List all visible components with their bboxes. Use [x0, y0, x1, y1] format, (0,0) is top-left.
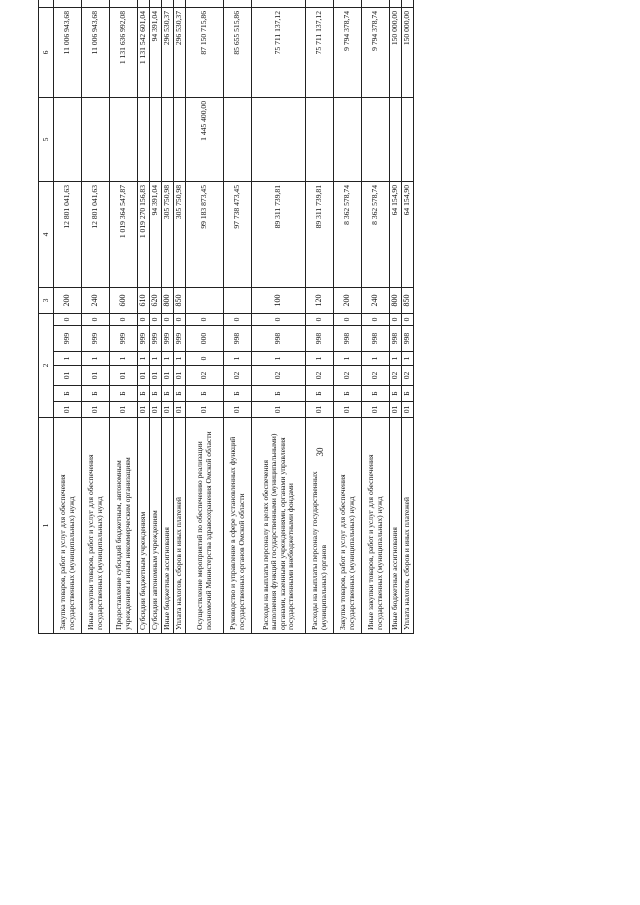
kbk-code-4: 1: [150, 352, 162, 366]
table-canvas: [38, 0, 636, 634]
kbk-code-6: 0: [110, 313, 138, 325]
amount-col-6: [334, 97, 362, 181]
kbk-code-1: 01: [82, 402, 110, 418]
kbk-code-5: 999: [110, 326, 138, 352]
kbk-code-1: 01: [362, 402, 390, 418]
kbk-code-6: 0: [334, 313, 362, 325]
kbk-code-3: 02: [224, 366, 252, 386]
kbk-code-3: 01: [150, 366, 162, 386]
kbk-code-3: 01: [54, 366, 82, 386]
kbk-code-2: Б: [82, 386, 110, 402]
amount-col-6: [150, 97, 162, 181]
amount-col-6: [82, 97, 110, 181]
vr-code: 100: [252, 287, 306, 313]
amount-col-6: [110, 97, 138, 181]
amount-col-7: 11 006 943,68: [54, 7, 82, 97]
kbk-code-6: 0: [54, 313, 82, 325]
kbk-code-4: 1: [362, 352, 390, 366]
amount-col-8: [82, 0, 110, 7]
kbk-code-5: 998: [252, 326, 306, 352]
kbk-code-6: 0: [362, 313, 390, 325]
kbk-code-4: 1: [162, 352, 174, 366]
table-row: [186, 0, 224, 634]
row-name: Субсидии автономным учреждениям: [150, 418, 162, 634]
amount-col-8: [174, 0, 186, 7]
table-row: [150, 0, 162, 634]
header-row: [39, 0, 54, 634]
kbk-code-4: 1: [334, 352, 362, 366]
amount-col-6: [252, 97, 306, 181]
kbk-code-1: 01: [306, 402, 334, 418]
amount-col-6: [402, 97, 414, 181]
kbk-code-1: 01: [138, 402, 150, 418]
amount-col-6: 1 445 400,00: [186, 97, 224, 181]
kbk-code-1: 01: [402, 402, 414, 418]
kbk-code-2: Б: [138, 386, 150, 402]
row-name: Иные закупки товаров, работ и услуг для обеспечения государственных (муниципальных) нужд: [362, 418, 390, 634]
header-cell-2: 2: [39, 313, 54, 417]
table-row: [138, 0, 150, 634]
kbk-code-1: 01: [174, 402, 186, 418]
amount-col-5: 64 154,90: [402, 181, 414, 287]
kbk-code-4: 1: [252, 352, 306, 366]
kbk-code-5: 999: [174, 326, 186, 352]
kbk-code-2: Б: [252, 386, 306, 402]
kbk-code-1: 01: [110, 402, 138, 418]
kbk-code-2: Б: [150, 386, 162, 402]
table-row: [224, 0, 252, 634]
amount-col-5: 8 362 578,74: [334, 181, 362, 287]
kbk-code-4: 1: [174, 352, 186, 366]
row-name: Иные бюджетные ассигнования: [162, 418, 174, 634]
table-row: [402, 0, 414, 634]
table-row: [334, 0, 362, 634]
amount-col-6: [390, 97, 402, 181]
header-cell-5: 5: [39, 97, 54, 181]
kbk-code-3: 01: [162, 366, 174, 386]
kbk-code-5: 999: [54, 326, 82, 352]
kbk-code-5: 998: [224, 326, 252, 352]
vr-code: 800: [390, 287, 402, 313]
amount-col-6: [224, 97, 252, 181]
kbk-code-6: 0: [252, 313, 306, 325]
kbk-code-2: Б: [390, 386, 402, 402]
table-row: [390, 0, 402, 634]
row-name: Предоставление субсидий бюджетным, автономным учреждениям и иным некоммерческим организациям: [110, 418, 138, 634]
kbk-code-3: 01: [82, 366, 110, 386]
header-cell-3: 3: [39, 287, 54, 313]
amount-col-7: 87 150 715,86: [186, 7, 224, 97]
amount-col-8: [390, 0, 402, 7]
amount-col-8: [334, 0, 362, 7]
kbk-code-3: 02: [186, 366, 224, 386]
row-name: Закупка товаров, работ и услуг для обеспечения государственных (муниципальных) нужд: [54, 418, 82, 634]
kbk-code-2: Б: [402, 386, 414, 402]
amount-col-7: 85 655 515,86: [224, 7, 252, 97]
kbk-code-3: 02: [334, 366, 362, 386]
kbk-code-3: 02: [390, 366, 402, 386]
kbk-code-4: 1: [402, 352, 414, 366]
amount-col-7: 9 794 378,74: [334, 7, 362, 97]
vr-code: 120: [306, 287, 334, 313]
table-row: [162, 0, 174, 634]
amount-col-7: 75 711 137,12: [252, 7, 306, 97]
kbk-code-2: Б: [362, 386, 390, 402]
row-name: Субсидии бюджетным учреждениям: [138, 418, 150, 634]
vr-code: 850: [402, 287, 414, 313]
kbk-code-6: 0: [402, 313, 414, 325]
amount-col-5: 12 801 041,63: [54, 181, 82, 287]
kbk-code-2: Б: [224, 386, 252, 402]
amount-col-5: 89 311 739,81: [252, 181, 306, 287]
kbk-code-5: 999: [162, 326, 174, 352]
budget-table: [38, 0, 414, 634]
amount-col-6: [306, 97, 334, 181]
rotated-table-frame: [38, 10, 636, 905]
vr-code: 200: [54, 287, 82, 313]
row-name: Иные бюджетные ассигнования: [390, 418, 402, 634]
kbk-code-1: 01: [150, 402, 162, 418]
amount-col-6: [174, 97, 186, 181]
kbk-code-1: 01: [54, 402, 82, 418]
vr-code: 620: [150, 287, 162, 313]
amount-col-6: [162, 97, 174, 181]
kbk-code-2: Б: [174, 386, 186, 402]
header-cell-7: [39, 0, 54, 7]
kbk-code-4: 0: [186, 352, 224, 366]
amount-col-6: [362, 97, 390, 181]
amount-col-5: 97 738 473,45: [224, 181, 252, 287]
kbk-code-5: 999: [138, 326, 150, 352]
amount-col-7: 1 131 636 992,08: [110, 7, 138, 97]
row-name: Уплата налогов, сборов и иных платежей: [402, 418, 414, 634]
vr-code: 240: [82, 287, 110, 313]
row-name: Руководство и управление в сфере установленных функций государственных органов Омской области: [224, 418, 252, 634]
amount-col-7: 150 000,00: [390, 7, 402, 97]
vr-code: 200: [334, 287, 362, 313]
amount-col-7: 94 391,04: [150, 7, 162, 97]
kbk-code-4: 1: [138, 352, 150, 366]
kbk-code-3: 01: [110, 366, 138, 386]
amount-col-8: [306, 0, 334, 7]
row-name: Расходы на выплаты персоналу в целях обеспечения выполнения функций государственными (муниципальными) органами, казенными учреждениями, органами управления государственными внебюджетными фондами: [252, 418, 306, 634]
amount-col-5: 89 311 739,81: [306, 181, 334, 287]
kbk-code-1: 01: [186, 402, 224, 418]
kbk-code-3: 02: [252, 366, 306, 386]
table-row: [82, 0, 110, 634]
kbk-code-5: 998: [402, 326, 414, 352]
amount-col-7: 296 530,37: [174, 7, 186, 97]
kbk-code-1: 01: [334, 402, 362, 418]
header-cell-4: 4: [39, 181, 54, 287]
row-name: Осуществление мероприятий по обеспечению реализации полномочий Министерства здравоохранения Омской области: [186, 418, 224, 634]
kbk-code-2: Б: [334, 386, 362, 402]
amount-col-8: [252, 0, 306, 7]
kbk-code-2: Б: [110, 386, 138, 402]
row-name: Уплата налогов, сборов и иных платежей: [174, 418, 186, 634]
amount-col-8: [162, 0, 174, 7]
amount-col-8: [138, 0, 150, 7]
kbk-code-3: 01: [138, 366, 150, 386]
vr-code: 800: [162, 287, 174, 313]
amount-col-8: [110, 0, 138, 7]
kbk-code-5: 998: [362, 326, 390, 352]
kbk-code-2: Б: [306, 386, 334, 402]
kbk-code-5: 998: [390, 326, 402, 352]
kbk-code-4: 1: [110, 352, 138, 366]
amount-col-6: [54, 97, 82, 181]
kbk-code-6: 0: [224, 313, 252, 325]
kbk-code-1: 01: [224, 402, 252, 418]
amount-col-5: 305 750,98: [174, 181, 186, 287]
kbk-code-4: 1: [390, 352, 402, 366]
amount-col-8: [224, 0, 252, 7]
kbk-code-4: 1: [224, 352, 252, 366]
row-name: Расходы на выплаты персоналу государственных (муниципальных) органов: [306, 418, 334, 634]
vr-code: 850: [174, 287, 186, 313]
amount-col-5: 94 391,04: [150, 181, 162, 287]
kbk-code-4: 1: [54, 352, 82, 366]
amount-col-5: 12 801 041,63: [82, 181, 110, 287]
amount-col-8: [54, 0, 82, 7]
kbk-code-3: 02: [362, 366, 390, 386]
kbk-code-6: 0: [82, 313, 110, 325]
vr-code: [186, 287, 224, 313]
amount-col-5: 99 183 873,45: [186, 181, 224, 287]
amount-col-7: 75 711 137,12: [306, 7, 334, 97]
kbk-code-3: 01: [174, 366, 186, 386]
amount-col-7: 11 006 943,68: [82, 7, 110, 97]
amount-col-7: 296 530,37: [162, 7, 174, 97]
amount-col-7: 9 794 378,74: [362, 7, 390, 97]
kbk-code-6: 0: [162, 313, 174, 325]
amount-col-8: [150, 0, 162, 7]
amount-col-5: 8 362 578,74: [362, 181, 390, 287]
kbk-code-3: 02: [402, 366, 414, 386]
kbk-code-6: 0: [186, 313, 224, 325]
table-row: [174, 0, 186, 634]
kbk-code-2: Б: [162, 386, 174, 402]
header-cell-1: 1: [39, 418, 54, 634]
row-name: Закупка товаров, работ и услуг для обеспечения государственных (муниципальных) нужд: [334, 418, 362, 634]
kbk-code-4: 1: [82, 352, 110, 366]
amount-col-8: [402, 0, 414, 7]
amount-col-7: 150 000,00: [402, 7, 414, 97]
amount-col-7: 1 131 542 601,04: [138, 7, 150, 97]
kbk-code-6: 0: [390, 313, 402, 325]
kbk-code-1: 01: [162, 402, 174, 418]
kbk-code-3: 02: [306, 366, 334, 386]
vr-code: 240: [362, 287, 390, 313]
amount-col-5: 1 019 364 547,87: [110, 181, 138, 287]
amount-col-5: 64 154,90: [390, 181, 402, 287]
vr-code: 600: [110, 287, 138, 313]
kbk-code-5: 000: [186, 326, 224, 352]
kbk-code-6: 0: [174, 313, 186, 325]
kbk-code-6: 0: [306, 313, 334, 325]
kbk-code-6: 0: [138, 313, 150, 325]
table-row: [54, 0, 82, 634]
page-number: 30: [315, 447, 325, 457]
table-row: [362, 0, 390, 634]
kbk-code-2: Б: [186, 386, 224, 402]
table-row: [306, 0, 334, 634]
row-name: Иные закупки товаров, работ и услуг для обеспечения государственных (муниципальных) нужд: [82, 418, 110, 634]
kbk-code-2: Б: [54, 386, 82, 402]
amount-col-8: [362, 0, 390, 7]
kbk-code-5: 998: [334, 326, 362, 352]
kbk-code-5: 999: [82, 326, 110, 352]
kbk-code-4: 1: [306, 352, 334, 366]
header-cell-6: 6: [39, 7, 54, 97]
amount-col-5: 305 750,98: [162, 181, 174, 287]
amount-col-6: [138, 97, 150, 181]
kbk-code-1: 01: [390, 402, 402, 418]
amount-col-5: 1 019 270 156,83: [138, 181, 150, 287]
vr-code: 610: [138, 287, 150, 313]
vr-code: [224, 287, 252, 313]
kbk-code-1: 01: [252, 402, 306, 418]
table-row: [110, 0, 138, 634]
table-row: [252, 0, 306, 634]
kbk-code-5: 998: [306, 326, 334, 352]
kbk-code-5: 999: [150, 326, 162, 352]
amount-col-8: [186, 0, 224, 7]
kbk-code-6: 0: [150, 313, 162, 325]
